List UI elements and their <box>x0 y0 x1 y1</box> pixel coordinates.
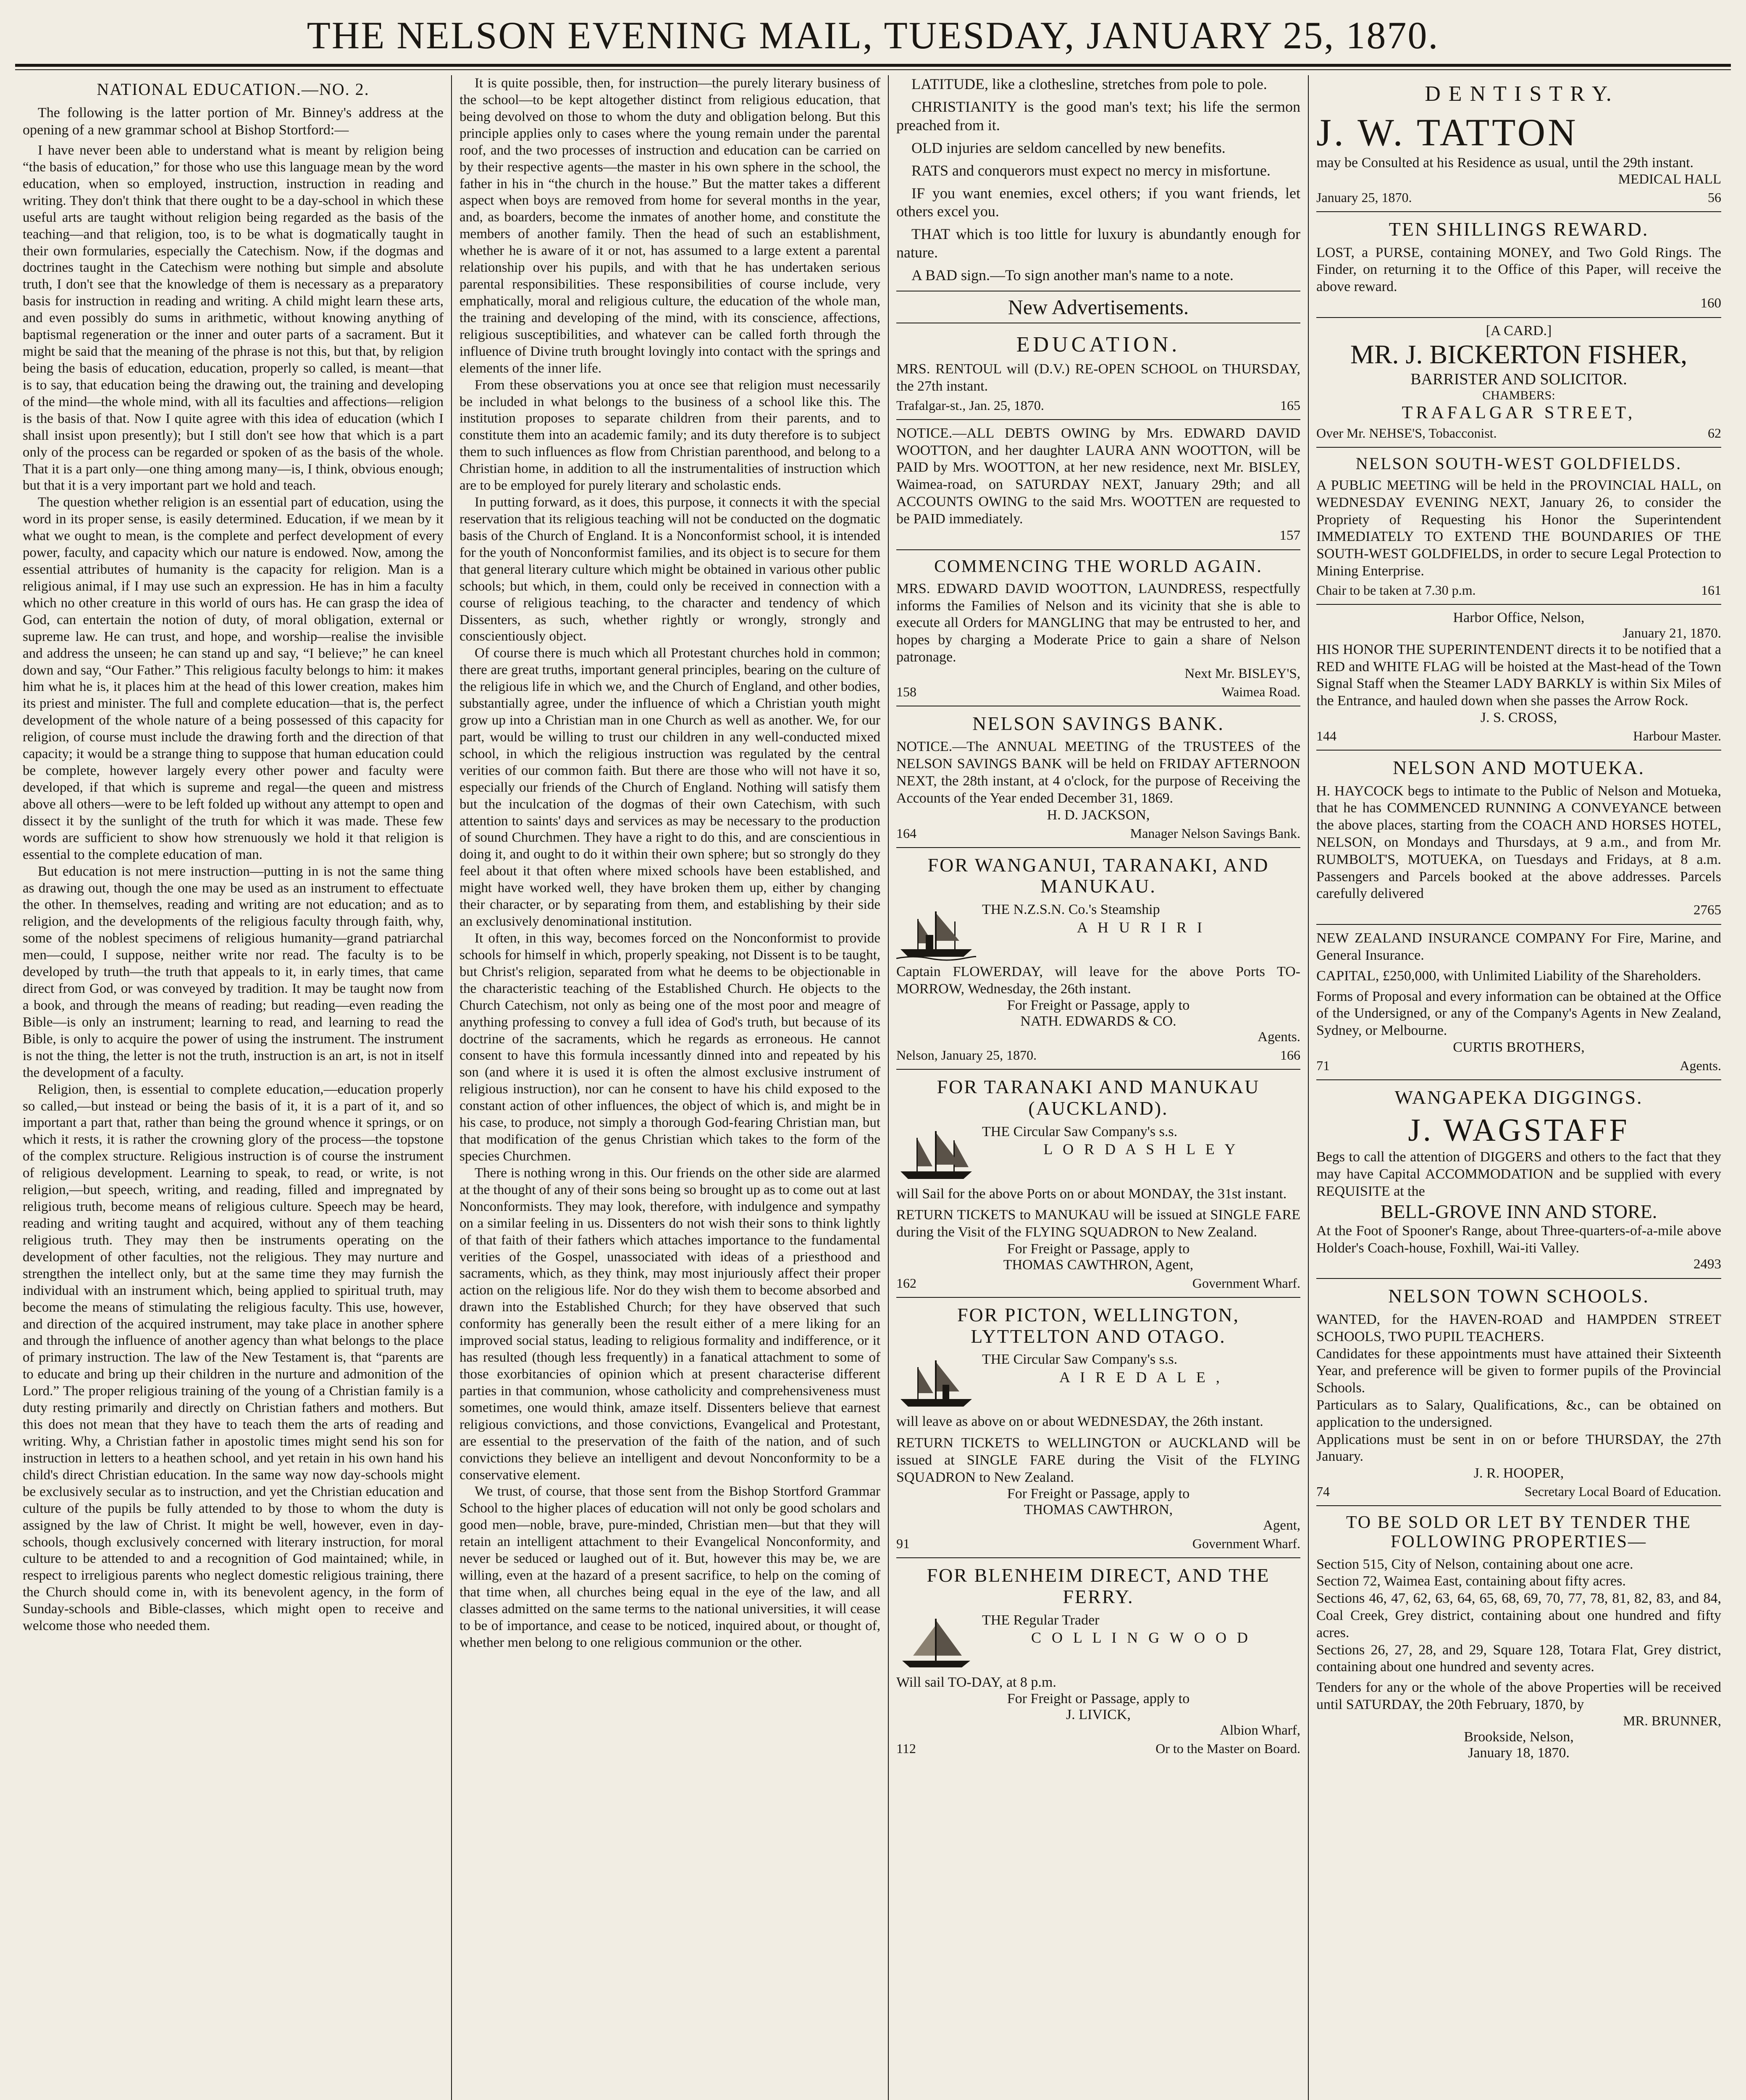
ad-title: NELSON SAVINGS BANK. <box>972 712 1224 734</box>
ad-address: Trafalgar-st., Jan. 25, 1870. <box>896 397 1044 413</box>
ad-signer: CURTIS BROTHERS, <box>1453 1039 1585 1055</box>
column-2 <box>452 75 889 2100</box>
masthead: THE NELSON EVENING MAIL, TUESDAY, JANUARY 25, 1870. <box>307 14 1439 57</box>
ship-icon <box>896 903 976 962</box>
ad-body: may be Consulted at his Residence as usual, until the 29th instant. <box>1316 155 1694 171</box>
ad-body: NOTICE.—ALL DEBTS OWING by Mrs. EDWARD DAVID WOOTTON, and her daughter LAURA ANN WOOTTON, will be PAID by Mrs. WOOTTON, at her new residence, next Mr. BISLEY, Waimea-road, on SATURDAY NEXT, January 29th; and all ACCOUNTS OWING to the said Mrs. WOOTTEN are requested to be PAID immediately. <box>896 425 1300 527</box>
ad-applications: Applications must be sent in on or before THURSDAY, the 27th January. <box>1316 1431 1721 1465</box>
ad-location: At the Foot of Spooner's Range, about Three-quarters-of-a-mile above Holder's Coach-house, Foxhill, Wai-iti Valley. <box>1316 1223 1721 1256</box>
aphorism: A BAD sign.—To sign another man's name to a note. <box>911 267 1234 284</box>
article-paragraph: It is quite possible, then, for instruction—the purely literary business of the school—to be kept altogether distinct from religious education, that being devolved on those to whom the duty and obligation belong. But this principle applies only to cases where the young remain under the parental roof, and the two processes of instruction and education can be carried on by their respective agents—the master in his own sphere in the school, the father in his in “the church in the house.” But the matter takes a different aspect when boys are removed from home for several months in the year, and, as boarders, become the inmates of another home, and constitute the members of another family. Then the head of such an establishment, whether he is aware of it or not, has assumed to a large extent a parental relationship over his pupils, and with that he has undertaken serious parental responsibilities. These responsibilities of course include, very emphatically, moral and religious culture, the education of the whole man, the training and developing of the mind, with its conscience, affections, religious susceptibilities, and whatever can be called forth through the influence of Divine truth brought lovingly into contact with the springs and elements of the inner life. <box>459 76 880 376</box>
ad-number: 166 <box>1280 1047 1300 1063</box>
ad-section: Section 72, Waimea East, containing about fifty acres. <box>1316 1573 1626 1589</box>
ad-number: 112 <box>896 1741 916 1756</box>
ad-freight: For Freight or Passage, apply to <box>1007 1241 1190 1257</box>
aphorism: CHRISTIANITY is the good man's text; his life the sermon preached from it. <box>896 98 1300 134</box>
ad-savings-bank <box>896 706 1300 848</box>
ad-debts-notice <box>896 420 1300 550</box>
ad-wharf: Albion Wharf, <box>1220 1723 1300 1738</box>
ad-line: THE Circular Saw Company's s.s. <box>982 1352 1178 1368</box>
ad-role: Manager Nelson Savings Bank. <box>1130 825 1300 841</box>
ad-number: 162 <box>896 1275 916 1291</box>
ad-agent-role: Agent, <box>1263 1518 1300 1533</box>
ad-education <box>896 326 1300 420</box>
ad-footer <box>896 826 1300 841</box>
ad-number: 144 <box>1316 728 1336 743</box>
column-1 <box>15 75 452 2100</box>
ad-commencing <box>896 550 1300 706</box>
ad-signer: MR. BRUNNER, <box>1623 1713 1721 1729</box>
ad-body: H. HAYCOCK begs to intimate to the Public of Nelson and Motueka, that he has COMMENCED RUNNING A CONVEYANCE between the above places, starting from the COACH AND HORSES HOTEL, NELSON, on Mondays and Thursdays, at 9 a.m., and from Mr. RUMBOLT'S, MOTUEKA, on Tuesdays and Fridays, at 8 a.m. Passengers and Parcels booked at the above addresses. Parcels carefully delivered <box>1316 783 1721 902</box>
ship-icon <box>896 1614 976 1672</box>
ad-tender <box>1316 1506 1721 1767</box>
ad-number: 165 <box>1280 397 1300 413</box>
ad-title: FOR WANGANUI, TARANAKI, AND MANUKAU. <box>927 854 1269 897</box>
ad-footer <box>896 398 1300 413</box>
ad-line: THE Regular Trader <box>982 1612 1100 1628</box>
ad-title: TEN SHILLINGS REWARD. <box>1389 218 1649 240</box>
ad-over: Over Mr. NEHSE'S, Tobacconist. <box>1316 425 1497 441</box>
ad-master: Or to the Master on Board. <box>1155 1741 1300 1756</box>
columns <box>15 75 1731 2100</box>
ad-signer: J. R. HOOPER, <box>1473 1465 1564 1481</box>
ship-name: A I R E D A L E , <box>1059 1368 1223 1386</box>
ad-footer <box>1316 190 1721 205</box>
aphorism: LATITUDE, like a clothesline, stretches from pole to pole. <box>911 76 1267 92</box>
article-intro: The following is the latter portion of Mr. Binney's address at the opening of a new grammar school at Bishop Stortford:— <box>23 105 444 138</box>
ad-number: 2765 <box>1693 903 1721 918</box>
ad-body: A PUBLIC MEETING will be held in the PROVINCIAL HALL, on WEDNESDAY EVENING NEXT, January 26, to consider the Propriety of Requesting his Honor the Superintendent IMMEDIATELY TO EXTEND THE BOUNDARIES OF THE SOUTH-WEST GOLDFIELDS, in order to secure Legal Protection to Mining Enterprise. <box>1316 477 1721 579</box>
ad-signer: H. D. JACKSON, <box>1047 807 1150 823</box>
ad-footer <box>1316 425 1721 441</box>
ad-number: 71 <box>1316 1058 1330 1073</box>
article-paragraph: I have never been able to understand what is meant by religion being “the basis of education,” for those who use this language mean by the word education, when so employed, instruction, instruction in reading and writing. They don't think that there ought to be a day-school in which these useful arts are taught without religion being regarded as the basis of the teaching—and that religion, too, is to be what is dogmatically taught in their own formularies, especially the Catechism. Now, if the dogmas and doctrines taught in the Catechism were nothing but simple and absolute truth, I don't see that the knowledge of them is necessary as a preparatory basis for instruction in reading and writing. A child might learn these arts, and even possibly do sums in arithmetic, without knowing anything of baptismal regeneration or the inner and outer parts of a sacrament. But it might be said that the meaning of the phrase is not this, but that, by religion being the basis of education, education, properly so called, is meant—that is to say, that education being the drawing out, the training and developing of the mind—the whole mind, with all its faculties and affections—religion is the basis of that. Now I quite agree with this idea of education (which I shall insist upon presently); but I still don't see how that which is a part only of the process can be regarded or spoken of as the basis of the whole. That it is a part only—one thing among many—is, I think, obvious enough; but that it is a very important part we hold and teach. <box>23 142 444 494</box>
article-paragraph: Religion, then, is essential to complete education,—education properly so called,—but instead or being the basis of it, it is a part of it, and so important a part that, rather than being the ground whence it springs, or on which it rests, it is rather the crowning glory of the process—the topstone of the complex structure. Religious instruction is of course the instrument of religious development. Learning to speak, to read, or write, is not religion,—but speech, writing, and reading, filled and impregnated by religious truth, become means of religious culture. Speech may be heard, reading and writing taught and acquired, without any of them teaching religious truth. They may then be instruments operating on the development of other faculties, not the religious. They may nurture and strengthen the intellect only, but at the same time they may furnish the individual with an instrument which, being applied to spiritual truth, may become the means of stimulating the religious faculty. This use, however, and direction of the acquired instrument, may take place in another sphere and through the influence of another agency than what belongs to the place of primary instruction. The law of the New Testament is, that “parents are to educate and bring up their children in the nurture and admonition of the Lord.” The proper religious training of the young of a Christian family is a duty resting primarily and directly on Christian fathers and mothers. But this does not mean that they have to teach them the arts of reading and writing. Why, a Christian father in apostolic times might send his son for instruction in letters to a heathen school, and yet retain in his own hand his child's direct Christian education. In the same way now day-schools might be exclusively secular as to instruction, and yet the Christian education and culture of the pupils be fully attended to by those to whom the duty is assigned by the law of Christ. It might be well, however, even in day-schools, though exclusively concerned with literary instruction, for moral culture to be attended to and a recognition of God maintained; while, in respect to irreligious parents who neglect domestic religious training, there the Church should come in, with its benevolent agency, in the form of Sunday-schools and Bible-classes, which might open to receive and welcome those who needed them. <box>23 1082 444 1634</box>
ad-body: HIS HONOR THE SUPERINTENDENT directs it to be notified that a RED and WHITE FLAG will be hoisted at the Mast-head of the Town Signal Staff when the Steamer LADY BARKLY is within Six Miles of the Entrance, and hauled down when she passes the Arrow Rock. <box>1316 641 1721 709</box>
ad-office: Harbor Office, Nelson, <box>1453 609 1585 625</box>
ad-footer <box>896 684 1300 700</box>
ad-body: will leave as above on or about WEDNESDAY, the 26th instant. <box>896 1414 1263 1430</box>
aphorism: OLD injuries are seldom cancelled by new benefits. <box>911 139 1226 156</box>
article-paragraph: Of course there is much which all Protestant churches hold in common; there are great truths, important general principles, bearing on the culture of the religious life in which we, and the Church of England, and other bodies, substantially agree, under the influence of which a Christian youth might grow up into a Christian man in one Church as well as another. We, for our part, would be willing to trust our children in any well-conducted mixed school, in which the religious instruction was regulated by the central verities of our common faith. But there are those who will not have it so, especially our friends of the Church of England. Nothing will satisfy them but the inculcation of the dogmas of their own Catechism, with such attention to saints' days and services as may be necessary to the production of sound Churchmen. They have a right to do this, and are conscientious in doing it, and ought to do it within their own sphere; but so strongly do they feel about it that often where mixed schools have been established, and might have worked well, they have broken them up, either by changing their character, or by separating from them, and establishing by their side an exclusively denominational institution. <box>459 646 880 929</box>
ad-wharf: Government Wharf. <box>1192 1275 1300 1291</box>
ad-title: TO BE SOLD OR LET BY TENDER THE FOLLOWING PROPERTIES— <box>1346 1513 1692 1552</box>
ad-freight: For Freight or Passage, apply to <box>1007 1486 1190 1502</box>
ship-icon <box>896 1353 976 1412</box>
ad-wangapeka <box>1316 1080 1721 1279</box>
article-paragraph: In putting forward, as it does, this purpose, it connects it with the special reservation that its religious teaching will not be conducted on the dogmatic basis of the Church of England. It is a Nonconformist school, it is intended for the youth of Nonconformist families, and its object is to secure for them that general literary culture which might be obtained in various other public schools; but which, in them, could only be received in connection with a course of religious teaching, to the character and tendency of which Dissenters, as such, whether rightly or wrongly, strongly and conscientiously object. <box>459 495 880 644</box>
aphorisms <box>896 75 1300 285</box>
ad-tenders: Tenders for any or the whole of the above Properties will be received until SATURDAY, the 20th February, 1870, by <box>1316 1680 1721 1712</box>
ad-date: January 25, 1870. <box>1316 189 1412 205</box>
ad-body: will Sail for the above Ports on or about MONDAY, the 31st instant. <box>896 1186 1287 1202</box>
ship-icon <box>896 1125 976 1184</box>
ad-number: 74 <box>1316 1484 1330 1499</box>
ad-footer <box>896 1741 1300 1756</box>
new-ads-header: New Advertisements. <box>896 291 1300 323</box>
ad-schools <box>1316 1279 1721 1506</box>
ad-section: Section 515, City of Nelson, containing about one acre. <box>1316 1556 1633 1572</box>
ad-title: NELSON SOUTH-WEST GOLDFIELDS. <box>1355 454 1682 473</box>
ad-number: 157 <box>1279 528 1300 543</box>
ship-name: L O R D A S H L E Y <box>1043 1141 1239 1158</box>
ad-insurance <box>1316 925 1721 1080</box>
aphorism: RATS and conquerors must expect no mercy in misfortune. <box>911 162 1271 179</box>
ad-footer <box>1316 1058 1721 1074</box>
ad-role: BARRISTER AND SOLICITOR. <box>1410 370 1627 388</box>
ad-section: Sections 26, 27, 28, and 29, Square 128, Totara Flat, Grey district, containing about one hundred and seventy acres. <box>1316 1642 1721 1675</box>
ad-date: January 21, 1870. <box>1623 625 1721 641</box>
ad-title: NELSON AND MOTUEKA. <box>1392 756 1645 778</box>
ad-wharf: Government Wharf. <box>1192 1536 1300 1551</box>
article-paragraph: But education is not mere instruction—putting in is not the same thing as drawing out, though the one may be used as an instrument to effectuate the other. In themselves, reading and writing are not education; and as to religion, and the developments of the religious faculty through faith, why, some of the noblest specimens of religious humanity—grand patriarchal men—could, I suppose, neither write nor read. The faculty is to be developed by truth—the truth that appeals to it, in early times, that came direct from God, or was conveyed by tradition. It may be taught now from a book, and through the means of reading; but reading—even reading the Bible—is only an instrument; learning to read, and learning to read the Bible, is only to acquire the power of using the instrument. The instrument is not the thing, the letter is not the truth, instruction is an art, is not in itself the development of a faculty. <box>23 864 444 1080</box>
ad-title: WANGAPEKA DIGGINGS. <box>1394 1086 1643 1108</box>
ad-name: J. WAGSTAFF <box>1408 1113 1630 1148</box>
ad-body: MRS. RENTOUL will (D.V.) RE-OPEN SCHOOL on THURSDAY, the 27th instant. <box>896 361 1300 394</box>
ad-body: NEW ZEALAND INSURANCE COMPANY For Fire, Marine, and General Insurance. <box>1316 930 1721 963</box>
article-title: NATIONAL EDUCATION.—NO. 2. <box>97 80 370 99</box>
ad-agents: Agents. <box>1258 1029 1300 1045</box>
ad-footer <box>896 1536 1300 1551</box>
ad-title: D E N T I S T R Y. <box>1425 82 1613 106</box>
ad-card <box>1316 318 1721 448</box>
ad-title: FOR TARANAKI AND MANUKAU (AUCKLAND). <box>937 1076 1260 1119</box>
column-4 <box>1309 75 1729 2100</box>
ad-freight: For Freight or Passage, apply to <box>1007 998 1190 1013</box>
ad-chambers: CHAMBERS: <box>1482 388 1555 402</box>
ad-body: Will sail TO-DAY, at 8 p.m. <box>896 1674 1056 1690</box>
ad-date: January 18, 1870. <box>1468 1745 1570 1761</box>
ad-place: MEDICAL HALL <box>1618 171 1721 187</box>
ad-name: MR. J. BICKERTON FISHER, <box>1350 339 1688 369</box>
ad-title: NELSON TOWN SCHOOLS. <box>1388 1285 1649 1307</box>
masthead-rule-thin <box>15 69 1731 70</box>
ad-footer <box>1316 728 1721 744</box>
ad-line: THE N.Z.S.N. Co.'s Steamship <box>982 901 1160 917</box>
ad-candidates: Candidates for these appointments must have attained their Sixteenth Year, and preference will be given to former pupils of the Provincial Schools. <box>1316 1346 1721 1396</box>
ad-wanganui <box>896 848 1300 1070</box>
aphorism: IF you want enemies, excel others; if you want friends, let others excel you. <box>896 184 1300 220</box>
ad-card-label: [A CARD.] <box>1486 323 1552 339</box>
ad-taranaki <box>896 1070 1300 1298</box>
ad-agent: J. LIVICK, <box>1066 1707 1131 1723</box>
ad-body: Begs to call the attention of DIGGERS and others to the fact that they may have Capital ACCOMMODATION and be supplied with every REQUISITE at the <box>1316 1149 1721 1200</box>
ad-capital: CAPITAL, £250,000, with Unlimited Liability of the Shareholders. <box>1316 968 1701 984</box>
ad-agent: THOMAS CAWTHRON, Agent, <box>1003 1257 1194 1273</box>
ad-address: Next Mr. BISLEY'S, <box>1184 666 1300 681</box>
ad-agent: THOMAS CAWTHRON, <box>1024 1502 1173 1518</box>
ad-motueka <box>1316 751 1721 925</box>
ad-body: NOTICE.—The ANNUAL MEETING of the TRUSTEES of the NELSON SAVINGS BANK will be held on FRIDAY AFTERNOON NEXT, the 28th instant, at 4 o'clock, for the purpose of Receiving the Accounts of the Year ended December 31, 1869. <box>896 739 1300 806</box>
column-3 <box>889 75 1309 2100</box>
aphorism: THAT which is too little for luxury is abundantly enough for nature. <box>896 226 1300 261</box>
ad-body: LOST, a PURSE, containing MONEY, and Two Gold Rings. The Finder, on returning it to the Office of this Paper, will receive the above reward. <box>1316 244 1721 295</box>
ad-road: Waimea Road. <box>1221 684 1300 699</box>
ad-number: 164 <box>896 825 916 841</box>
ad-title: COMMENCING THE WORLD AGAIN. <box>934 556 1263 576</box>
ad-title: FOR PICTON, WELLINGTON, LYTTELTON AND OTAGO. <box>957 1304 1240 1347</box>
ad-return: RETURN TICKETS to WELLINGTON or AUCKLAND will be issued at SINGLE FARE during the Visit of the FLYING SQUADRON to New Zealand. <box>896 1435 1300 1485</box>
ad-role: Harbour Master. <box>1633 728 1721 743</box>
article-paragraph: The question whether religion is an essential part of education, using the word in its proper sense, is easily determined. Education, if we mean by it what we ought to mean, is the complete and perfect development of every power, faculty, and capacity which our nature is endowed. Now, among the essential attributes of humanity is the capacity for religion. Man is a religious animal, if I may use such an expression. He has in him a faculty which no other creature in this world of ours has. He can grasp the idea of God, can entertain the notion of duty, of moral obligation, external or supreme law. He can trust, and hope, and worship—realise the invisible and address the unseen; he can stand up and say, “I believe;” he can kneel down and say, “Our Father.” This religious faculty belongs to him: it makes him what he is, it places him at the head of this lower creation, makes him its priest and minister. The full and complete education—that is, the perfect development of the whole nature of a being possessed of this capacity for religion, of course must include the drawing forth and the direction of that capacity; it would be a strange thing to suppose that human education could be complete, however largely every other power and faculty were developed, if that which is supreme and regal—the queen and mistress above all others—were to be left folded up without any attempt to open and dissect it by the sunlight of the truth for which it was made. These few words are sufficient to show how strenuously we hold it that religion is essential to the complete education of man. <box>23 495 444 862</box>
ad-role: Agents. <box>1680 1058 1721 1073</box>
ad-footer <box>1316 1484 1721 1499</box>
ad-inn: BELL-GROVE INN AND STORE. <box>1380 1200 1657 1222</box>
masthead-rule <box>15 64 1731 67</box>
ad-forms: Forms of Proposal and every information can be obtained at the Office of the Undersigned, or any of the Company's Agents in New Zealand, Sydney, or Melbourne. <box>1316 988 1721 1039</box>
ad-title: EDUCATION. <box>1016 333 1181 357</box>
ad-return: RETURN TICKETS to MANUKAU will be issued at SINGLE FARE during the Visit of the FLYING SQUADRON to New Zealand. <box>896 1207 1300 1240</box>
ad-number: 2493 <box>1693 1257 1721 1272</box>
ad-footer <box>1316 583 1721 598</box>
ad-date: Nelson, January 25, 1870. <box>896 1047 1037 1063</box>
ad-role: Secretary Local Board of Education. <box>1524 1484 1721 1499</box>
ad-title: FOR BLENHEIM DIRECT, AND THE FERRY. <box>927 1564 1270 1607</box>
article-paragraph: We trust, of course, that those sent from the Bishop Stortford Grammar School to the higher places of education will not only be good scholars and good men—noble, brave, pure-minded, Christian men—but that they will retain an intelligent attachment to their Evangelical Nonconformity, and never be seduced or laughed out of it. But, however this may be, we are willing, even at the hazard of a present sacrifice, to help on the coming of that time when, all churches being equal in the eye of the law, and all classes admitted on the same terms to the national universities, it will cease to be of importance, and cease to be noticed, inquired about, or thought of, whether men belong to one religious communion or the other. <box>459 1484 880 1650</box>
article-paragraph: From these observations you at once see that religion must necessarily be included in what belongs to the business of a school like this. The institution proposes to separate children from their parents, and to constitute them into an academic family; and its duty therefore is to subject them to such influences as flow from Christian parenthood, and belong to a Christian home, in addition to all the instrumentalities of instruction which are to be employed for purely literary and scholastic ends. <box>459 377 880 494</box>
ad-picton <box>896 1298 1300 1558</box>
ad-number: 160 <box>1700 295 1721 311</box>
ad-freight: For Freight or Passage, apply to <box>1007 1691 1190 1707</box>
article-paragraph: It often, in this way, becomes forced on the Nonconformist to provide schools for himself in which, properly speaking, not Dissent is to be taught, but Christ's religion, separated from what he deems to be objectionable in the characteristic teaching of the Established Church. He objects to the Church Catechism, not only as being one of the most poor and meagre of anything professing to convey a full idea of God's truth, but because of its doctrine of the sacraments, which he regards as erroneous. He cannot consent to have this formula incessantly dinned into and repeated by his son (and where it is used it is often the almost exclusive instrument of religious instruction), nor can he consent to have his child exposed to the constant action of other influences, the object of which is, and might be in his case, to produce, not simply a thorough God-fearing Christian man, but that modification of the genus Christian which takes to the form of the species Churchmen. <box>459 931 880 1164</box>
ad-number: 62 <box>1708 425 1721 441</box>
ad-name: J. W. TATTON <box>1316 111 1578 154</box>
ad-number: 158 <box>896 684 916 699</box>
ship-name: A H U R I R I <box>1076 919 1205 936</box>
ad-line: THE Circular Saw Company's s.s. <box>982 1124 1178 1139</box>
ad-dentistry <box>1316 75 1721 212</box>
ad-footer <box>896 1047 1300 1063</box>
ad-harbor <box>1316 605 1721 751</box>
ad-number: 91 <box>896 1536 910 1551</box>
article-paragraph: There is nothing wrong in this. Our friends on the other side are alarmed at the thought of any of their sons being so brought up as to come out at last Nonconformists. They may look, therefore, with indulgence and sympathy on a similar feeling in us. Dissenters do not wish their sons to think lightly of that faith of their fathers which attaches importance to the fundamental verities of the Gospel, unassociated with ideas of a priesthood and sacraments, which, as they think, may most injuriously affect their proper action on the religious life. Nor do they wish them to become absorbed and drawn into the Established Church; for they have observed that such conformity has generally been the result either of a mere liking for an improved social status, leading to religious formality and indifference, or it has resulted (though less frequently) in a fanatical attachment to some of those exorbitancies of opinion which at present characterise different parties in that communion, whose catholicity and comprehensiveness must sometimes, one would think, amaze itself. Dissenters believe that earnest religious convictions, and those convictions, Evangelical and Protestant, are essential to the preservation of the faith of the nation, and of such convictions they believe an intelligent and devout Nonconformity to be a conservative element. <box>459 1165 880 1483</box>
ad-place: Brookside, Nelson, <box>1464 1729 1574 1745</box>
ad-body: WANTED, for the HAVEN-ROAD and HAMPDEN STREET SCHOOLS, TWO PUPIL TEACHERS. <box>1316 1312 1721 1344</box>
ad-street: TRAFALGAR STREET, <box>1402 403 1636 423</box>
ad-blenheim <box>896 1558 1300 1762</box>
ship-name: C O L L I N G W O O D <box>1031 1629 1251 1646</box>
ad-body: MRS. EDWARD DAVID WOOTTON, LAUNDRESS, respectfully informs the Families of Nelson and its vicinity that she is able to execute all Orders for MANGLING that may be entrusted to her, and hopes by charging a Moderate Price to gain a share of Nelson patronage. <box>896 580 1300 665</box>
ad-goldfields <box>1316 448 1721 605</box>
ad-chair: Chair to be taken at 7.30 p.m. <box>1316 582 1476 598</box>
ad-particulars: Particulars as to Salary, Qualifications, &c., can be obtained on application to the undersigned. <box>1316 1397 1721 1430</box>
ad-section: Sections 46, 47, 62, 63, 64, 65, 68, 69, 70, 77, 78, 81, 82, 83, and 84, Coal Creek, Grey district, containing about one hundred and fifty acres. <box>1316 1591 1721 1641</box>
ad-agent: NATH. EDWARDS & CO. <box>1020 1013 1176 1029</box>
ad-reward <box>1316 212 1721 318</box>
ad-number: 161 <box>1701 582 1721 598</box>
ad-footer <box>896 1276 1300 1291</box>
ad-signer: J. S. CROSS, <box>1480 709 1557 725</box>
ad-body: Captain FLOWERDAY, will leave for the above Ports TO-MORROW, Wednesday, the 26th instant. <box>896 963 1300 997</box>
ad-number: 56 <box>1708 189 1721 205</box>
